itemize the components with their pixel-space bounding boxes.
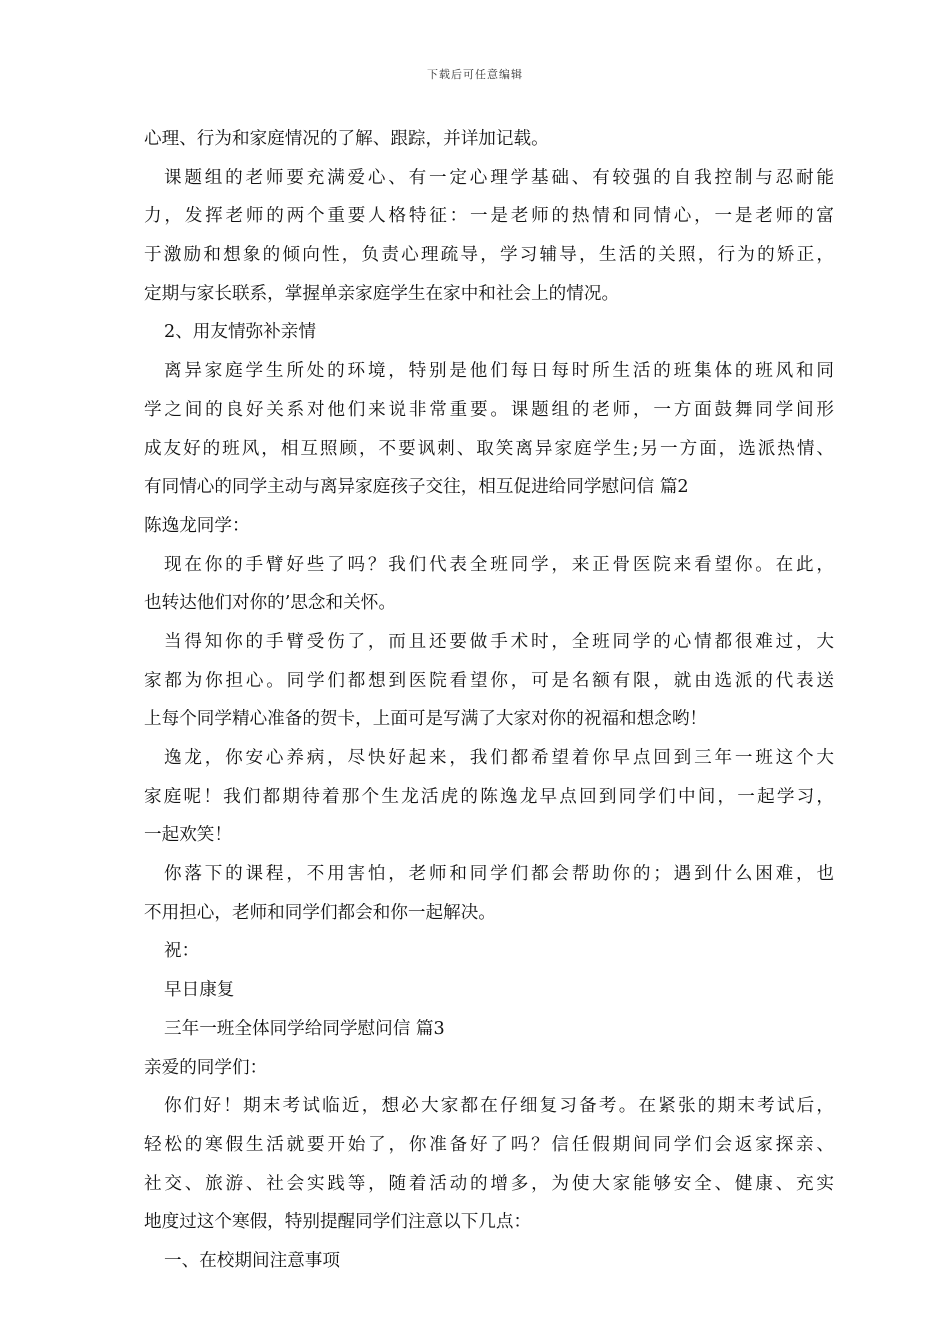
text-line: 也转达他们对你的’思念和关怀。 xyxy=(144,593,396,614)
text-line: 心理、行为和家庭情况的了解、跟踪，并详加记载。 xyxy=(144,129,549,149)
text-line: 一起欢笑！ xyxy=(144,825,232,846)
text-line: 力，发挥老师的两个重要人格特征：一是老师的热情和同情心，一是老师的富 xyxy=(144,206,834,227)
closing-wish: 祝： xyxy=(164,941,200,962)
text-line: 上每个同学精心准备的贺卡，上面可是写满了大家对你的祝福和想念哟！ xyxy=(144,709,708,730)
text-line: 逸龙，你安心养病，尽快好起来，我们都希望着你早点回到三年一班这个大 xyxy=(164,748,834,768)
text-line: 你落下的课程，不用害怕，老师和同学们都会帮助你的；遇到什么困难，也 xyxy=(164,864,834,885)
text-line: 家庭呢！我们都期待着那个生龙活虎的陈逸龙早点回到同学们中间，一起学习， xyxy=(144,786,834,807)
text-line: 社交、旅游、社会实践等，随着活动的增多，为使大家能够安全、健康、充实 xyxy=(144,1173,834,1194)
salutation: 陈逸龙同学： xyxy=(144,515,250,536)
section-heading: 一、在校期间注意事项 xyxy=(164,1250,340,1271)
text-line: 课题组的老师要充满爱心、有一定心理学基础、有较强的自我控制与忍耐能 xyxy=(164,167,834,188)
text-line: 当得知你的手臂受伤了，而且还要做手术时，全班同学的心情都很难过，大 xyxy=(164,631,834,652)
text-line: 不用担心，老师和同学们都会和你一起解决。 xyxy=(144,902,496,923)
text-line: 定期与家长联系，掌握单亲家庭学生在家中和社会上的情况。 xyxy=(144,283,620,304)
document-body xyxy=(144,120,834,1281)
text-line: 你们好！期末考试临近，想必大家都在仔细复习备考。在紧张的期末考试后， xyxy=(164,1096,834,1117)
salutation: 亲爱的同学们： xyxy=(144,1057,268,1078)
letter-signature: 三年一班全体同学给同学慰问信 篇3 xyxy=(164,1018,445,1039)
section-heading: 2、用友情弥补亲情 xyxy=(164,322,316,343)
text-line: 离异家庭学生所处的环境，特别是他们每日每时所生活的班集体的班风和同 xyxy=(164,361,834,382)
text-line: 成友好的班风，相互照顾，不要讽刺、取笑离异家庭学生;另一方面，选派热情、 xyxy=(144,438,834,459)
text-line: 学之间的良好关系对他们来说非常重要。课题组的老师，一方面鼓舞同学间形 xyxy=(144,399,834,420)
text-line: 家都为你担心。同学们都想到医院看望你，可是名额有限，就由选派的代表送 xyxy=(144,670,834,691)
text-line: 现在你的手臂好些了吗？我们代表全班同学，来正骨医院来看望你。在此， xyxy=(164,554,834,575)
closing-wish: 早日康复 xyxy=(164,980,235,1001)
text-line: 轻松的寒假生活就要开始了，你准备好了吗？信任假期间同学们会返家探亲、 xyxy=(144,1134,834,1155)
text-line: 于激励和想象的倾向性，负责心理疏导，学习辅导，生活的关照，行为的矫正， xyxy=(144,245,834,266)
text-line: 有同情心的同学主动与离异家庭孩子交往，相互促进给同学慰问信 篇2 xyxy=(144,477,689,498)
text-line: 地度过这个寒假，特别提醒同学们注意以下几点： xyxy=(144,1212,532,1233)
header-note: 下载后可任意编辑 xyxy=(427,68,523,81)
